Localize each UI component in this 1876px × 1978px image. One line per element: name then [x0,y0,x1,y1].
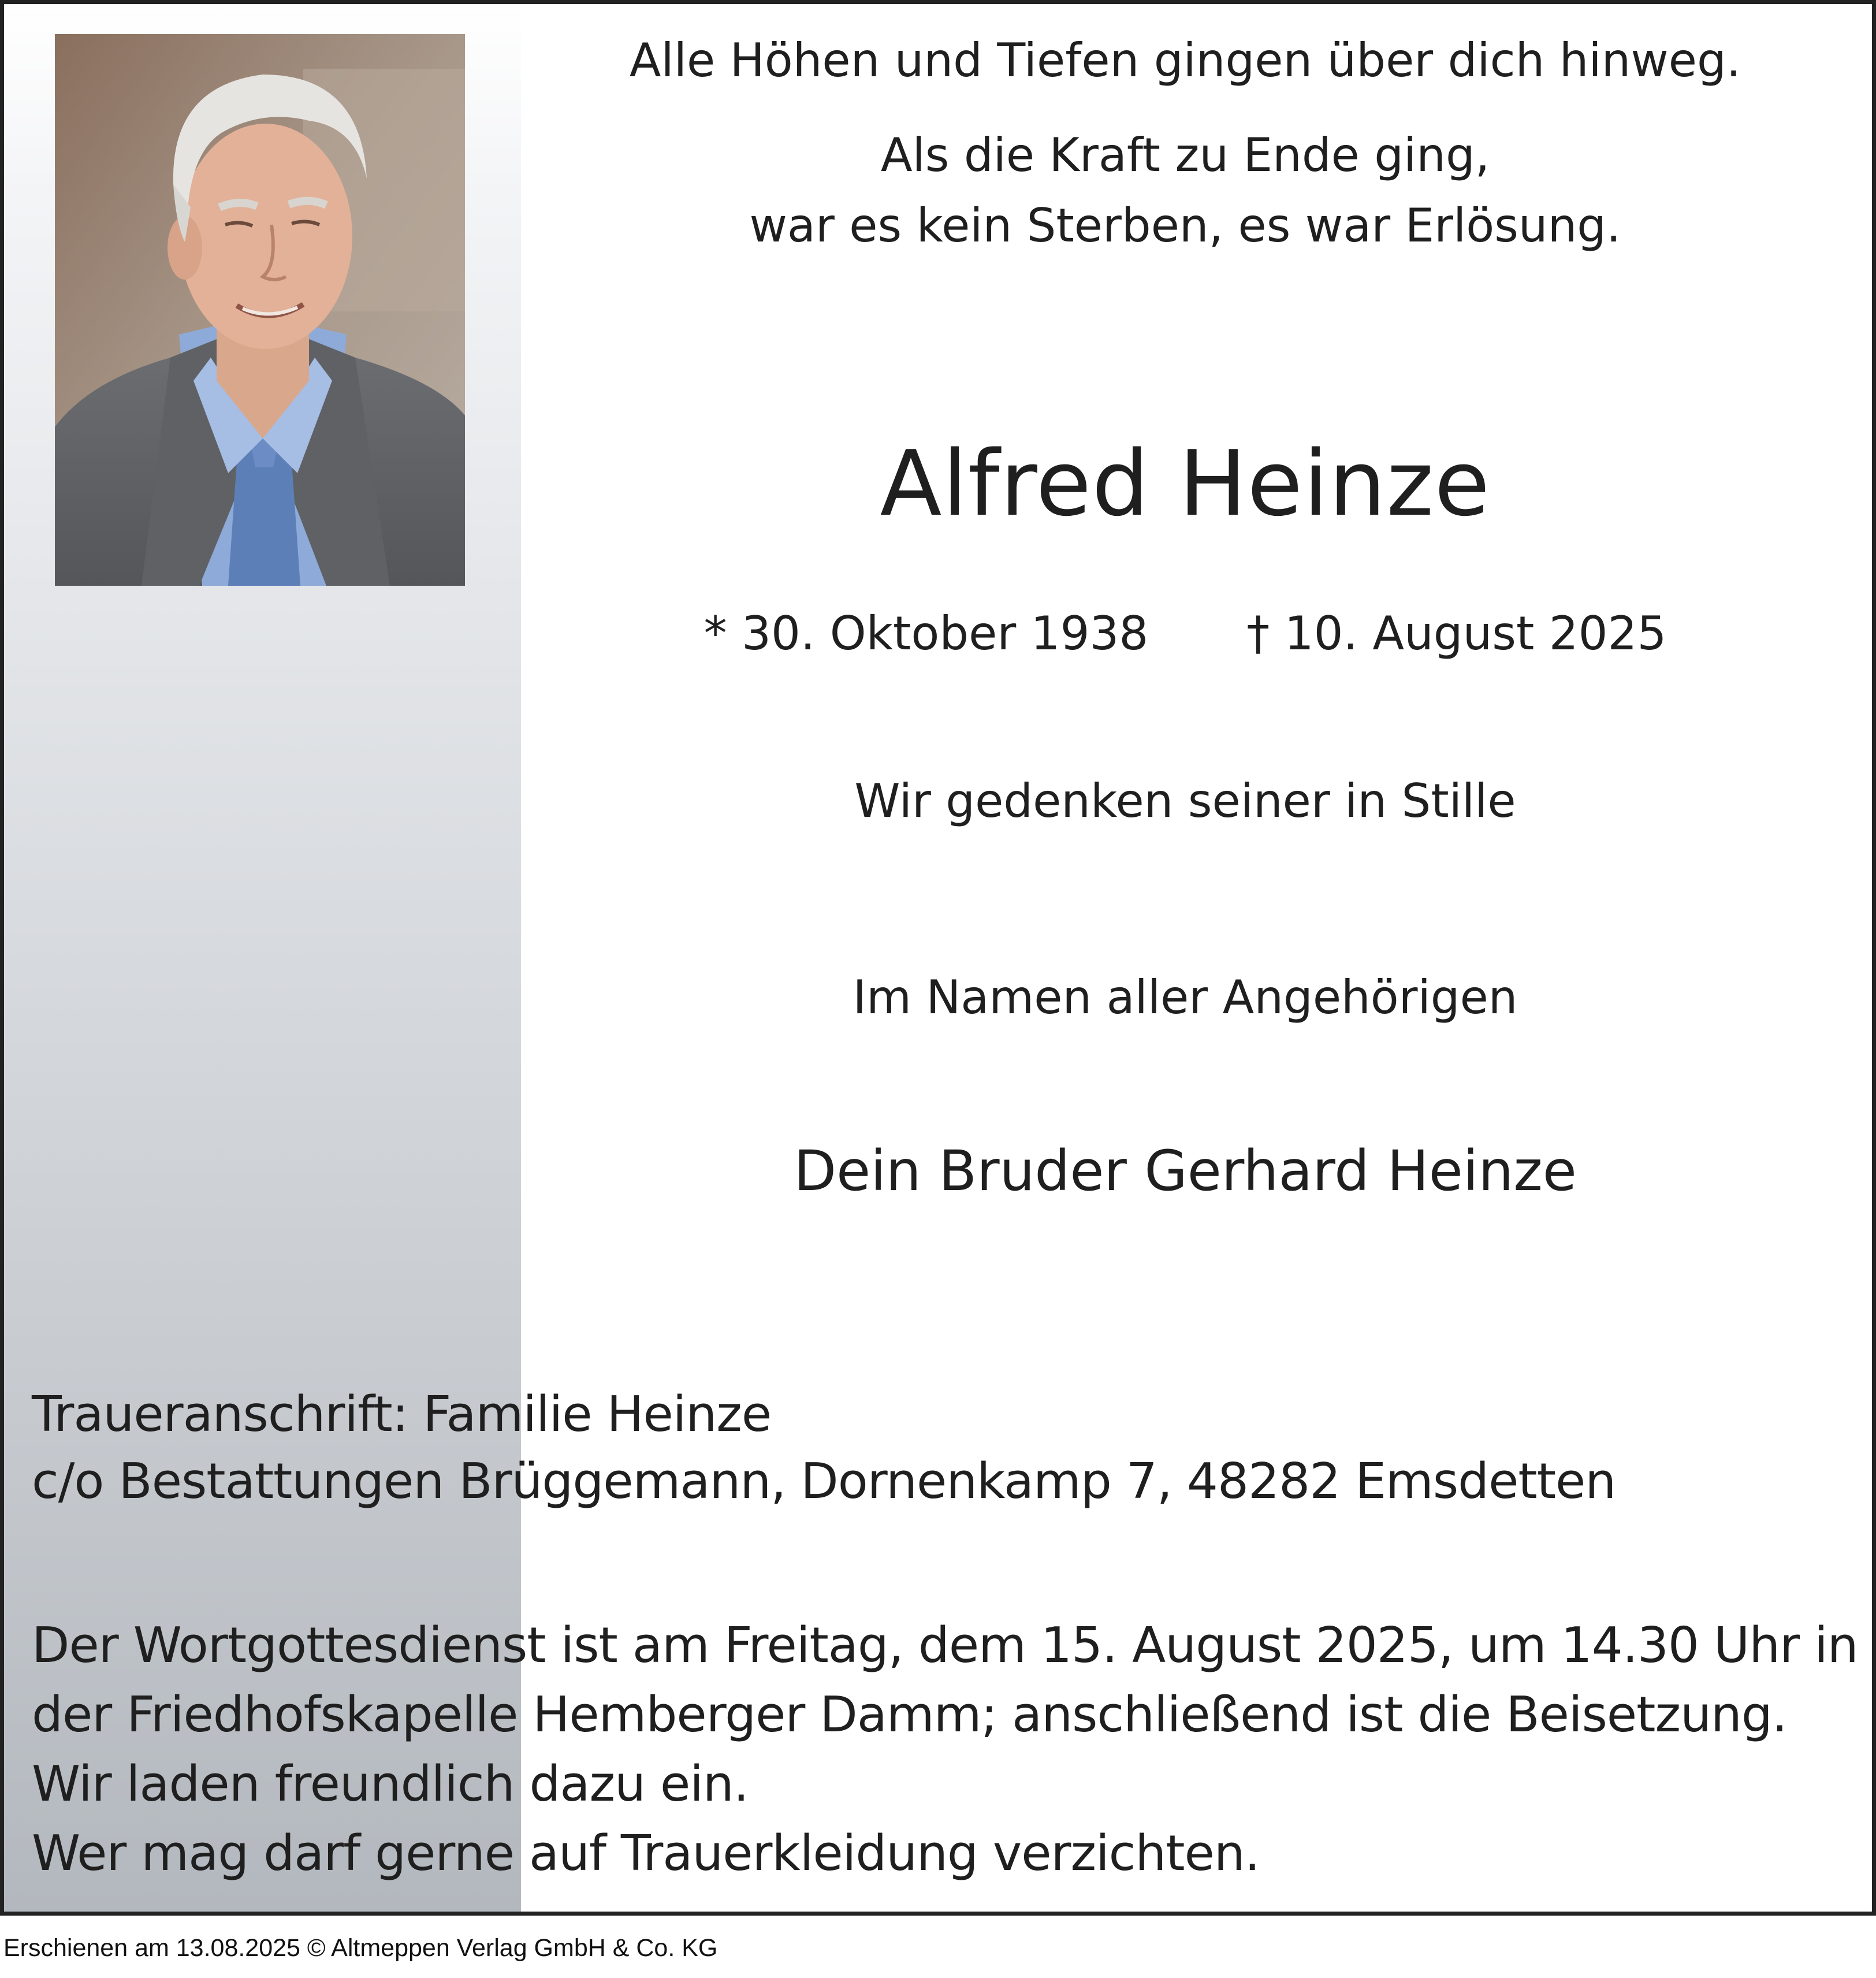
service-info [32,1611,1858,1888]
portrait-photo [55,34,465,586]
on-behalf-line: Im Namen aller Angehörigen [853,971,1518,1024]
quote-line-2: Als die Kraft zu Ende ging, [880,128,1490,182]
life-dates [521,605,1849,663]
service-line-1: Der Wortgottesdienst ist am Freitag, dem 15. August 2025, um 14.30 Uhr in [32,1617,1858,1674]
service-line-2: der Friedhofskapelle Hemberger Damm; anschließend ist die Beisetzung. [32,1686,1787,1743]
publication-footer: Erschienen am 13.08.2025 © Altmeppen Verlag GmbH & Co. KG [3,1934,718,1962]
deceased-name: Alfred Heinze [880,431,1491,536]
quote-line-3: war es kein Sterben, es war Erlösung. [749,199,1621,252]
memorial-line: Wir gedenken seiner in Stille [854,774,1516,828]
mourning-address [32,1381,1616,1515]
address-line-2: c/o Bestattungen Brüggemann, Dornenkamp 7, 48282 Emsdetten [32,1453,1616,1510]
quote-line-1: Alle Höhen und Tiefen gingen über dich hinweg. [629,34,1741,87]
service-line-3: Wir laden freundlich dazu ein. [32,1756,749,1813]
service-line-4: Wer mag darf gerne auf Trauerkleidung verzichten. [32,1825,1260,1882]
birth-date: * 30. Oktober 1938 [704,607,1149,660]
death-date: † 10. August 2025 [1246,607,1667,660]
signer-line: Dein Bruder Gerhard Heinze [794,1139,1577,1203]
address-line-1: Traueranschrift: Familie Heinze [32,1386,772,1443]
